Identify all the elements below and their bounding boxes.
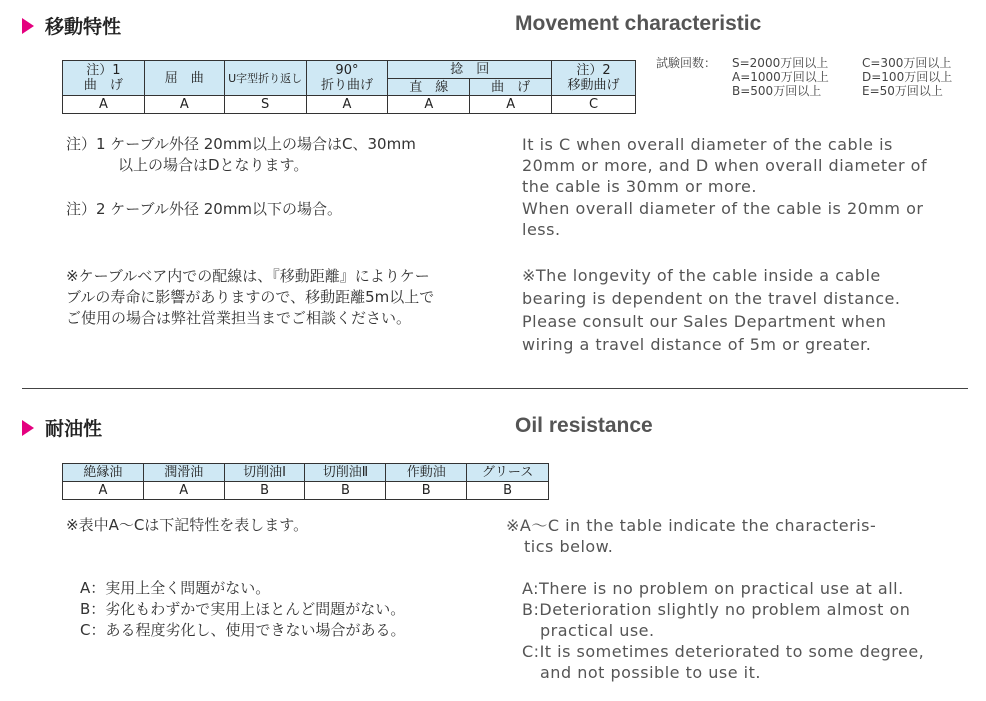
oil-table-row xyxy=(63,482,549,500)
grade-item: and not possible to use it. xyxy=(540,663,761,682)
oil-note-jp: ※表中A～Cは下記特性を表します。 xyxy=(66,516,309,534)
legend-item: E=50万回以上 xyxy=(862,84,943,98)
oil-note-en: ※A～C in the table indicate the characteris- tics below. xyxy=(506,516,877,556)
warning-jp: ※ケーブルベア内での配線は、『移動距離』によりケー ブルの寿命に影響がありますので、移動距離5m以上で ご使用の場合は弊社営業担当までご相談ください。 xyxy=(66,267,435,327)
note1-en: It is C when overall diameter of the cable is 20mm or more, and D when overall diameter of the cable is 30mm or more. xyxy=(522,135,928,196)
oil-header: グリース xyxy=(467,464,549,482)
test-count-legend xyxy=(656,56,952,98)
table-cell: A xyxy=(63,482,144,500)
note2-jp: 注）2 ケーブル外径 20mm以下の場合。 xyxy=(66,200,343,218)
note1-jp: 注）1 ケーブル外径 20mm以上の場合はC、30mm 以上の場合はDとなります。 xyxy=(66,135,416,174)
header-bend-note1: 注）1 曲 げ xyxy=(63,61,145,96)
legend-label: 試験回数： xyxy=(656,56,717,70)
section-divider xyxy=(22,388,968,389)
table-cell: C xyxy=(552,96,636,114)
header-flex: 屈 曲 xyxy=(144,61,224,96)
legend-item: B=500万回以上 xyxy=(732,84,822,98)
header-twist: 捻 回 xyxy=(388,61,552,79)
header-twist-bend: 曲 げ xyxy=(470,79,552,96)
oil-header: 絶縁油 xyxy=(63,464,144,482)
movement-title-jp: 移動特性 xyxy=(45,16,122,38)
table-cell: B xyxy=(386,482,467,500)
arrow-icon xyxy=(22,18,34,34)
oil-table xyxy=(62,463,549,500)
header-90-fold: 90° 折り曲げ xyxy=(306,61,388,96)
table-cell: B xyxy=(467,482,549,500)
oil-title-jp: 耐油性 xyxy=(45,418,103,440)
header-u-fold: U字型折り返し xyxy=(224,61,306,96)
grade-item: B：劣化もわずかで実用上ほとんど問題がない。 xyxy=(80,600,406,618)
oil-header: 潤滑油 xyxy=(143,464,224,482)
table-cell: A xyxy=(143,482,224,500)
table-cell: B xyxy=(224,482,305,500)
table-cell: A xyxy=(388,96,470,114)
header-twist-straight: 直 線 xyxy=(388,79,470,96)
arrow-icon xyxy=(22,420,34,436)
legend-item: C=300万回以上 xyxy=(862,56,952,70)
oil-header: 切削油Ⅰ xyxy=(224,464,305,482)
oil-title-en: Oil resistance xyxy=(515,414,653,437)
grades-jp xyxy=(80,578,405,641)
legend-item: A=1000万回以上 xyxy=(732,70,829,84)
header-moving-bend-note2: 注）2 移動曲げ xyxy=(552,61,636,96)
table-cell: B xyxy=(305,482,386,500)
grade-item: practical use. xyxy=(540,621,655,640)
movement-title-en: Movement characteristic xyxy=(515,12,762,35)
grade-item: B:Deterioration slightly no problem almost on xyxy=(522,600,911,619)
table-cell: A xyxy=(306,96,388,114)
warning-en: ※The longevity of the cable inside a cable bearing is dependent on the travel distance. Please consult our Sales Department when wiring a travel distance of 5m or greater. xyxy=(522,266,901,354)
legend-item: S=2000万回以上 xyxy=(732,56,829,70)
table-cell: S xyxy=(224,96,306,114)
grade-item: C:It is sometimes deteriorated to some degree, xyxy=(522,642,925,661)
table-cell: A xyxy=(144,96,224,114)
oil-header: 切削油Ⅱ xyxy=(305,464,386,482)
legend-item: D=100万回以上 xyxy=(862,70,953,84)
table-cell: A xyxy=(63,96,145,114)
movement-table-row xyxy=(63,96,636,114)
movement-table xyxy=(62,60,636,114)
oil-heading xyxy=(22,414,102,441)
movement-heading xyxy=(22,12,121,39)
oil-header: 作動油 xyxy=(386,464,467,482)
grade-item: A:There is no problem on practical use at all. xyxy=(522,579,904,598)
grade-item: C：ある程度劣化し、使用できない場合がある。 xyxy=(80,621,406,639)
table-cell: A xyxy=(470,96,552,114)
grades-en xyxy=(522,578,962,683)
grade-item: A：実用上全く問題がない。 xyxy=(80,579,271,597)
note2-en: When overall diameter of the cable is 20mm or less. xyxy=(522,199,924,239)
